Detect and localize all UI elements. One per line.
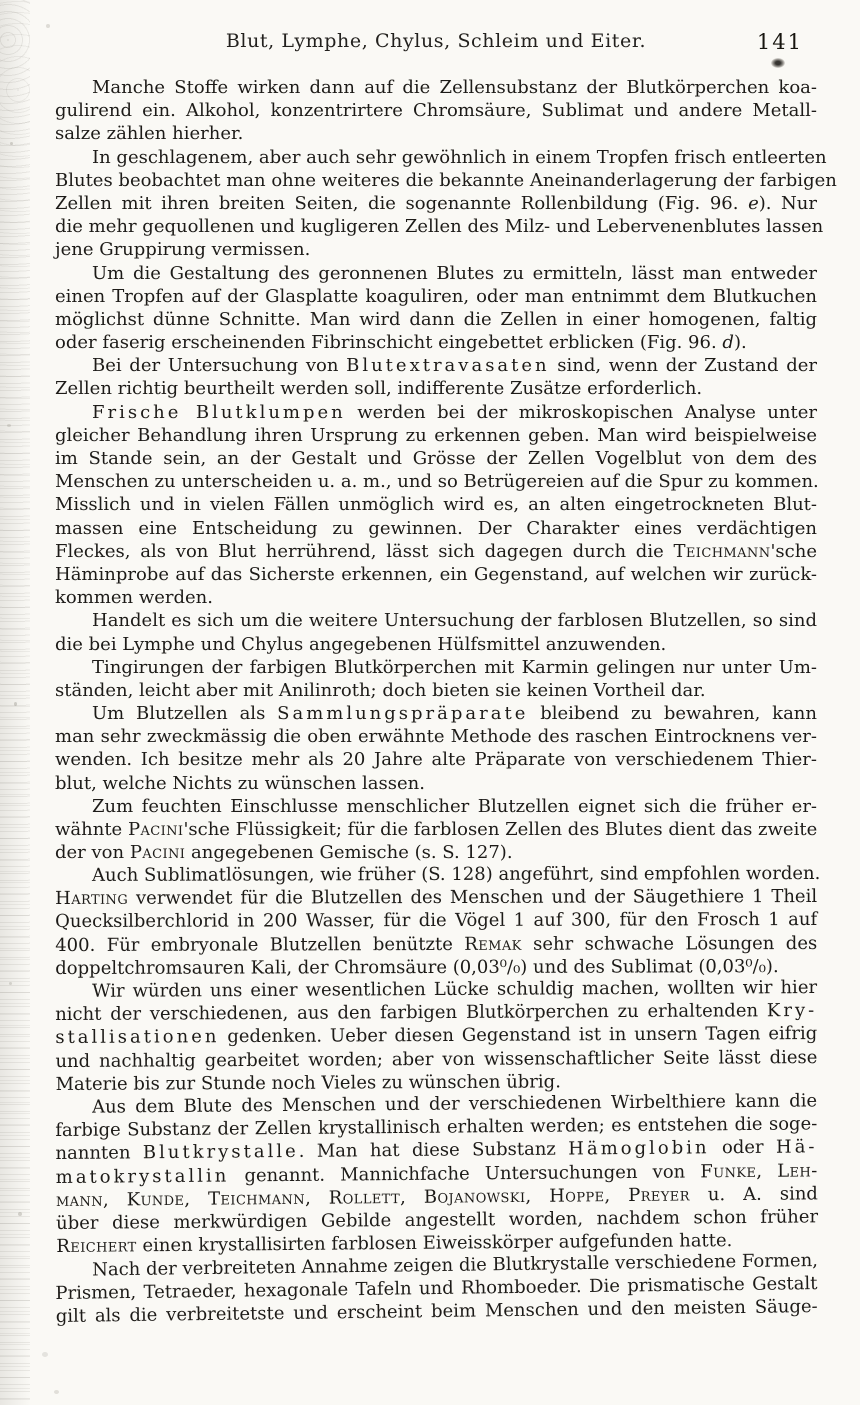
text-line: Häminprobe auf das Sicherste erkennen, ein Gegenstand, auf welchen wir zurück- bbox=[55, 563, 817, 585]
spaced-emphasis: Blutkrystalle bbox=[142, 1141, 299, 1164]
text-line: die mehr gequollenen und kugligeren Zellen des Milz- und Lebervenenblutes lassen bbox=[55, 216, 824, 238]
text-line: wenden. Ich besitze mehr als 20 Jahre alte Präparate von verschiedenem Thier- bbox=[55, 749, 817, 771]
text-line: ständen, leicht aber mit Anilinroth; doch bieten sie keinen Vortheil dar. bbox=[55, 679, 706, 701]
text-line: wähnte Pacini'sche Flüssigkeit; für die farblosen Zellen des Blutes dient das zweite bbox=[55, 819, 818, 840]
paragraph bbox=[55, 262, 817, 355]
scan-speck bbox=[54, 1390, 59, 1394]
text-line: Manche Stoffe wirken dann auf die Zellensubstanz der Blutkörperchen koa- bbox=[92, 77, 817, 98]
spaced-emphasis: Blutextravasaten bbox=[346, 355, 550, 377]
scan-speck bbox=[10, 142, 13, 145]
text-line: Harting verwendet für die Blutzellen des Menschen und der Säugethiere 1 Theil bbox=[55, 886, 818, 910]
text-line: gulirend ein. Alkohol, konzentrirtere Chromsäure, Sublimat und andere Metall- bbox=[55, 100, 817, 122]
paragraph bbox=[55, 76, 817, 146]
text-line: Aus dem Blute des Menschen und der verschiedenen Wirbelthiere kann die bbox=[92, 1090, 818, 1118]
paragraph bbox=[55, 976, 818, 1096]
text-line: Um die Gestaltung des geronnenen Blutes zu ermitteln, lässt man entweder bbox=[92, 262, 817, 284]
text-line: doppeltchromsauren Kali, der Chromsäure (0,03⁰/₀) und des Sublimat (0,03⁰/₀). bbox=[55, 956, 779, 980]
text-line: und nachhaltig gearbeitet worden; aber von wissenschaftlicher Seite lässt diese bbox=[55, 1046, 818, 1072]
small-caps-name: Teichmann bbox=[207, 1187, 306, 1210]
small-caps-name: Funke bbox=[700, 1160, 757, 1183]
text-line: gilt als die verbreitetste und erscheint beim Menschen und den meisten Säuge- bbox=[55, 1295, 818, 1327]
paragraph bbox=[55, 146, 837, 262]
scan-speck bbox=[42, 1352, 48, 1357]
spaced-emphasis: matokrystallin bbox=[55, 1165, 230, 1188]
text-line: Menschen zu unterscheiden u. a. m., und so Betrügereien auf die Spur zu kommen. bbox=[55, 471, 819, 493]
paragraph bbox=[55, 354, 817, 400]
scan-speck bbox=[46, 24, 50, 28]
page-number: 141 bbox=[756, 30, 803, 54]
text-line: im Stande sein, an der Gestalt und Grösse der Zellen Vogelblut von dem des bbox=[55, 448, 817, 469]
text-line: Handelt es sich um die weitere Untersuchung der farblosen Blutzellen, so sind bbox=[92, 610, 817, 632]
text-line: die bei Lymphe und Chylus angegebenen Hülfsmittel anzuwenden. bbox=[55, 633, 667, 655]
spaced-emphasis: Hä- bbox=[775, 1136, 818, 1159]
text-line: Prismen, Tetraeder, hexagonale Tafeln und Rhomboeder. Die prismatische Gestalt bbox=[55, 1272, 818, 1304]
spaced-emphasis: stallisationen bbox=[55, 1026, 220, 1049]
paragraph bbox=[55, 609, 817, 655]
paragraph bbox=[55, 656, 817, 702]
scan-edge-shadow bbox=[0, 0, 30, 1405]
text-line: matokrystallin genannt. Mannichfache Untersuchungen von Funke, Leh- bbox=[55, 1160, 818, 1188]
small-caps-name: Rollett bbox=[328, 1186, 401, 1209]
text-line: Bei der Untersuchung von Blutextravasaten sind, wenn der Zustand der bbox=[92, 355, 817, 377]
small-caps-name: Kunde bbox=[126, 1188, 185, 1211]
text-line: Fleckes, als von Blut herrührend, lässt sich dagegen durch die Teichmann'sche bbox=[55, 540, 817, 562]
running-header: Blut, Lymphe, Chylus, Schleim und Eiter. bbox=[225, 30, 647, 52]
paragraph bbox=[55, 862, 821, 980]
page-body bbox=[55, 76, 837, 1328]
text-line: Blutes beobachtet man ohne weiteres die bekannte Aneinanderlagerung der farbigen bbox=[55, 169, 837, 191]
text-line: Auch Sublimatlösungen, wie früher (S. 128) angeführt, sind empfohlen worden. bbox=[92, 863, 821, 887]
text-line: möglichst dünne Schnitte. Man wird dann die Zellen in einer homogenen, faltig bbox=[55, 308, 817, 330]
text-line: blut, welche Nichts zu wünschen lassen. bbox=[55, 772, 425, 794]
text-line: oder faserig erscheinenden Fibrinschicht eingebettet erblicken (Fig. 96. d). bbox=[55, 332, 747, 354]
spaced-emphasis: Kry- bbox=[766, 1000, 818, 1022]
text-line: der von Pacini angegebenen Gemische (s. S. 127). bbox=[55, 842, 513, 864]
text-line: jene Gruppirung vermissen. bbox=[55, 239, 311, 261]
text-line: über diese merkwürdigen Gebilde angestellt worden, nachdem schon früher bbox=[56, 1206, 819, 1235]
text-line: Tingirungen der farbigen Blutkörperchen mit Karmin gelingen nur unter Um- bbox=[92, 656, 817, 678]
spaced-emphasis: Frische Blutklumpen bbox=[92, 401, 346, 423]
italic-figure-letter: d bbox=[722, 332, 734, 354]
text-line: kommen werden. bbox=[55, 587, 214, 609]
text-line: Um Blutzellen als Sammlungspräparate bleibend zu bewahren, kann bbox=[92, 703, 817, 725]
italic-figure-letter: e bbox=[748, 192, 759, 214]
small-caps-name: Bojanowski bbox=[423, 1185, 526, 1208]
scan-speck bbox=[7, 424, 11, 427]
small-caps-name: Pacini bbox=[129, 842, 186, 864]
paragraph bbox=[55, 1249, 818, 1329]
scan-speck bbox=[14, 702, 17, 706]
small-caps-name: Hoppe bbox=[549, 1185, 605, 1207]
small-caps-name: Preyer bbox=[628, 1184, 690, 1207]
small-caps-name: Reichert bbox=[56, 1235, 137, 1258]
text-line: einen Tropfen auf der Glasplatte koaguliren, oder man entnimmt dem Blutkuchen bbox=[55, 285, 817, 307]
text-line: Quecksilberchlorid in 200 Wasser, für die Vögel 1 auf 300, für den Frosch 1 auf bbox=[55, 909, 818, 933]
text-line: 400. Für embryonale Blutzellen benützte Remak sehr schwache Lösungen des bbox=[55, 932, 818, 956]
text-line: man sehr zweckmässig die oben erwähnte Methode des raschen Eintrocknens ver- bbox=[55, 726, 817, 748]
spaced-emphasis: Sammlungspräparate bbox=[277, 703, 529, 725]
text-line: Misslich und in vielen Fällen unmöglich wird es, an alten eingetrockneten Blut- bbox=[55, 494, 817, 516]
paragraph bbox=[55, 702, 817, 795]
small-caps-name: mann bbox=[55, 1189, 104, 1211]
text-line: Wir würden uns einer wesentlichen Lücke schuldig machen, wollten wir hier bbox=[92, 977, 818, 1003]
text-line: salze zählen hierher. bbox=[55, 123, 244, 145]
small-caps-name: Leh- bbox=[777, 1160, 818, 1182]
text-line: mann, Kunde, Teichmann, Rollett, Bojanowski, Hoppe, Preyer u. A. sind bbox=[55, 1183, 818, 1211]
ink-blot bbox=[771, 58, 785, 68]
text-line: stallisationen gedenken. Ueber diesen Gegenstand ist in unsern Tagen eifrig bbox=[55, 1023, 818, 1049]
text-line: Reichert einen krystallisirten farblosen Eiweisskörper aufgefunden hatte. bbox=[56, 1230, 733, 1258]
paragraph bbox=[55, 401, 817, 610]
paragraph bbox=[55, 795, 817, 865]
text-line: farbige Substanz der Zellen krystallinisch erhalten werden; es entstehen die soge- bbox=[55, 1113, 818, 1142]
small-caps-name: Harting bbox=[55, 888, 129, 910]
text-line: Nach der verbreiteten Annahme zeigen die Blutkrystalle verschiedene Formen, bbox=[92, 1249, 819, 1281]
text-line: nicht der verschiedenen, aus den farbigen Blutkörperchen zu erhaltenden Kry- bbox=[55, 1000, 818, 1026]
page-header bbox=[55, 30, 817, 56]
paragraph bbox=[55, 1090, 818, 1259]
text-line: Zellen mit ihren breiten Seiten, die sogenannte Rollenbildung (Fig. 96. e). Nur bbox=[55, 192, 817, 214]
text-line: Frische Blutklumpen werden bei der mikroskopischen Analyse unter bbox=[92, 401, 817, 423]
small-caps-name: Teichmann bbox=[673, 540, 771, 562]
text-line: massen eine Entscheidung zu gewinnen. Der Charakter eines verdächtigen bbox=[55, 517, 817, 539]
text-line: Zum feuchten Einschlusse menschlicher Blutzellen eignet sich die früher er- bbox=[92, 795, 817, 817]
scan-speck bbox=[18, 1212, 22, 1216]
small-caps-name: Remak bbox=[464, 933, 522, 955]
text-line: gleicher Behandlung ihren Ursprung zu erkennen geben. Man wird beispielweise bbox=[55, 424, 817, 446]
text-line: In geschlagenem, aber auch sehr gewöhnlich in einem Tropfen frisch entleerten bbox=[92, 146, 827, 168]
small-caps-name: Pacini bbox=[127, 819, 184, 840]
spaced-emphasis: Hämoglobin bbox=[568, 1137, 710, 1161]
scan-speck bbox=[9, 982, 12, 985]
text-line: Zellen richtig beurtheilt werden soll, indifferente Zusätze erforderlich. bbox=[55, 378, 703, 400]
text-line: Materie bis zur Stunde noch Vieles zu wünschen übrig. bbox=[55, 1071, 561, 1096]
text-line: nannten Blutkrystalle. Man hat diese Substanz Hämoglobin oder Hä- bbox=[55, 1136, 818, 1165]
